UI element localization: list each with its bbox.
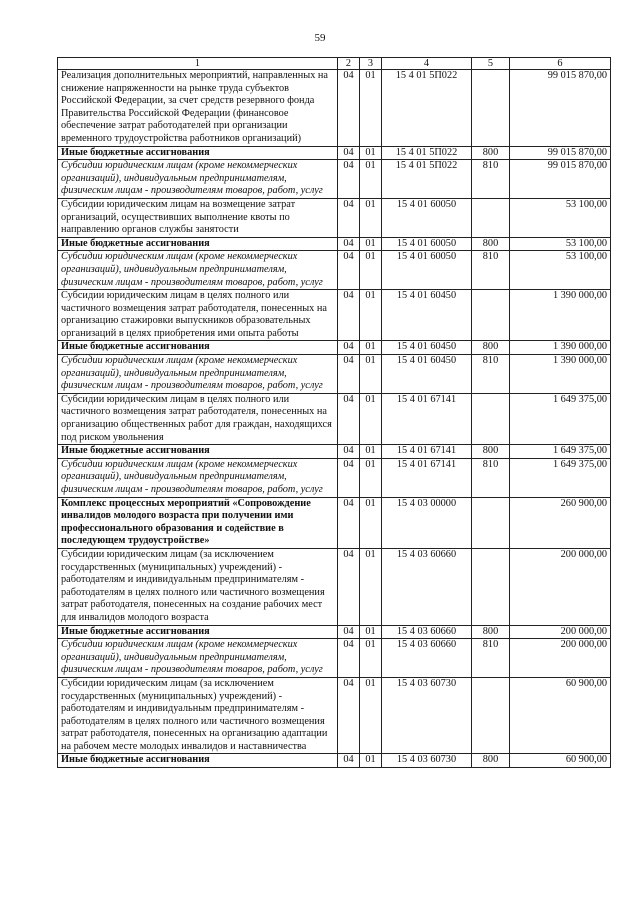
name-cell: Иные бюджетные ассигнования: [58, 146, 338, 160]
table-row: [58, 355, 611, 394]
target-article-cell: 15 4 01 5П022: [382, 70, 472, 147]
expense-type-cell: [472, 548, 510, 625]
section-code-cell: 04: [338, 355, 360, 394]
subsection-code-cell: 01: [360, 341, 382, 355]
table-row: [58, 146, 611, 160]
name-cell: Реализация дополнительных мероприятий, направленных на снижение напряженности на рынке труда субъектов Российской Федерации, за счет средств резервного фонда Правительства Российской Федерации (финансовое обеспечение затрат работодателей при организации временного трудоустройства работников организаций): [58, 70, 338, 147]
target-article-cell: 15 4 01 60050: [382, 198, 472, 237]
table-row: [58, 639, 611, 678]
target-article-cell: 15 4 01 5П022: [382, 160, 472, 199]
amount-cell: 1 649 375,00: [510, 445, 611, 459]
amount-cell: 1 649 375,00: [510, 393, 611, 444]
expense-type-cell: [472, 198, 510, 237]
target-article-cell: 15 4 01 60450: [382, 341, 472, 355]
column-header-6: 6: [510, 58, 611, 70]
section-code-cell: 04: [338, 677, 360, 754]
amount-cell: 1 649 375,00: [510, 458, 611, 497]
subsection-code-cell: 01: [360, 625, 382, 639]
amount-cell: 1 390 000,00: [510, 341, 611, 355]
subsection-code-cell: 01: [360, 393, 382, 444]
amount-cell: 60 900,00: [510, 754, 611, 768]
expense-type-cell: 800: [472, 146, 510, 160]
table-row: [58, 497, 611, 548]
expense-type-cell: 810: [472, 251, 510, 290]
section-code-cell: 04: [338, 497, 360, 548]
column-header-1: 1: [58, 58, 338, 70]
name-cell: Субсидии юридическим лицам в целях полного или частичного возмещения затрат работодателя, понесенных на организацию стажировки выпускников образовательных организаций в целях приобретения ими опыта работы: [58, 290, 338, 341]
expense-type-cell: 810: [472, 355, 510, 394]
name-cell: Субсидии юридическим лицам в целях полного или частичного возмещения затрат работодателя, понесенных на организацию общественных работ для граждан, находящихся под риском увольнения: [58, 393, 338, 444]
column-header-5: 5: [472, 58, 510, 70]
name-cell: Комплекс процессных мероприятий «Сопровождение инвалидов молодого возраста при получении ими профессионального образования и содействие в последующем трудоустройстве»: [58, 497, 338, 548]
expense-type-cell: 800: [472, 754, 510, 768]
subsection-code-cell: 01: [360, 754, 382, 768]
name-cell: Субсидии юридическим лицам (кроме некоммерческих организаций), индивидуальным предпринимателям, физическим лицам - производителям товаров, работ, услуг: [58, 355, 338, 394]
table-row: [58, 677, 611, 754]
name-cell: Иные бюджетные ассигнования: [58, 237, 338, 251]
table-row: [58, 290, 611, 341]
expense-type-cell: [472, 393, 510, 444]
name-cell: Иные бюджетные ассигнования: [58, 754, 338, 768]
target-article-cell: 15 4 01 5П022: [382, 146, 472, 160]
target-article-cell: 15 4 03 60730: [382, 754, 472, 768]
name-cell: Иные бюджетные ассигнования: [58, 445, 338, 459]
section-code-cell: 04: [338, 237, 360, 251]
subsection-code-cell: 01: [360, 251, 382, 290]
amount-cell: 53 100,00: [510, 198, 611, 237]
name-cell: Иные бюджетные ассигнования: [58, 625, 338, 639]
amount-cell: 99 015 870,00: [510, 146, 611, 160]
name-cell: Иные бюджетные ассигнования: [58, 341, 338, 355]
name-cell: Субсидии юридическим лицам на возмещение затрат организаций, осуществивших выполнение квоты по направлению органов службы занятости: [58, 198, 338, 237]
subsection-code-cell: 01: [360, 237, 382, 251]
amount-cell: 99 015 870,00: [510, 160, 611, 199]
table-row: [58, 237, 611, 251]
amount-cell: 200 000,00: [510, 625, 611, 639]
table-header-row: [58, 58, 611, 70]
section-code-cell: 04: [338, 393, 360, 444]
section-code-cell: 04: [338, 754, 360, 768]
expense-type-cell: 810: [472, 160, 510, 199]
amount-cell: 260 900,00: [510, 497, 611, 548]
table-row: [58, 341, 611, 355]
target-article-cell: 15 4 03 00000: [382, 497, 472, 548]
name-cell: Субсидии юридическим лицам (за исключением государственных (муниципальных) учреждений) - работодателям и индивидуальным предпринимателям - работодателям в целях полного или частичного возмещения затрат работодателя, понесенных на организацию адаптации на рабочем месте молодых инвалидов и наставничества: [58, 677, 338, 754]
target-article-cell: 15 4 03 60660: [382, 639, 472, 678]
table-row: [58, 70, 611, 147]
section-code-cell: 04: [338, 625, 360, 639]
expense-type-cell: 810: [472, 639, 510, 678]
section-code-cell: 04: [338, 445, 360, 459]
subsection-code-cell: 01: [360, 198, 382, 237]
section-code-cell: 04: [338, 160, 360, 199]
amount-cell: 53 100,00: [510, 237, 611, 251]
amount-cell: 1 390 000,00: [510, 290, 611, 341]
expense-type-cell: [472, 70, 510, 147]
subsection-code-cell: 01: [360, 290, 382, 341]
subsection-code-cell: 01: [360, 497, 382, 548]
table-row: [58, 625, 611, 639]
section-code-cell: 04: [338, 548, 360, 625]
page-number: 59: [314, 32, 326, 44]
subsection-code-cell: 01: [360, 355, 382, 394]
subsection-code-cell: 01: [360, 146, 382, 160]
target-article-cell: 15 4 01 60050: [382, 237, 472, 251]
budget-table: [57, 57, 611, 768]
section-code-cell: 04: [338, 341, 360, 355]
target-article-cell: 15 4 03 60660: [382, 625, 472, 639]
table-row: [58, 445, 611, 459]
target-article-cell: 15 4 03 60660: [382, 548, 472, 625]
expense-type-cell: 800: [472, 625, 510, 639]
amount-cell: 53 100,00: [510, 251, 611, 290]
target-article-cell: 15 4 01 67141: [382, 393, 472, 444]
target-article-cell: 15 4 01 60450: [382, 355, 472, 394]
expense-type-cell: 810: [472, 458, 510, 497]
amount-cell: 200 000,00: [510, 639, 611, 678]
target-article-cell: 15 4 01 60450: [382, 290, 472, 341]
table-row: [58, 251, 611, 290]
target-article-cell: 15 4 01 60050: [382, 251, 472, 290]
section-code-cell: 04: [338, 251, 360, 290]
section-code-cell: 04: [338, 639, 360, 678]
target-article-cell: 15 4 01 67141: [382, 458, 472, 497]
subsection-code-cell: 01: [360, 639, 382, 678]
subsection-code-cell: 01: [360, 160, 382, 199]
subsection-code-cell: 01: [360, 677, 382, 754]
amount-cell: 60 900,00: [510, 677, 611, 754]
name-cell: Субсидии юридическим лицам (кроме некоммерческих организаций), индивидуальным предпринимателям, физическим лицам - производителям товаров, работ, услуг: [58, 160, 338, 199]
section-code-cell: 04: [338, 198, 360, 237]
expense-type-cell: 800: [472, 445, 510, 459]
table-row: [58, 160, 611, 199]
table-row: [58, 458, 611, 497]
section-code-cell: 04: [338, 458, 360, 497]
subsection-code-cell: 01: [360, 548, 382, 625]
table-row: [58, 198, 611, 237]
column-header-4: 4: [382, 58, 472, 70]
expense-type-cell: [472, 290, 510, 341]
table-body: [58, 70, 611, 768]
subsection-code-cell: 01: [360, 458, 382, 497]
subsection-code-cell: 01: [360, 70, 382, 147]
expense-type-cell: 800: [472, 237, 510, 251]
amount-cell: 200 000,00: [510, 548, 611, 625]
expense-type-cell: [472, 497, 510, 548]
expense-type-cell: 800: [472, 341, 510, 355]
column-header-3: 3: [360, 58, 382, 70]
amount-cell: 99 015 870,00: [510, 70, 611, 147]
target-article-cell: 15 4 01 67141: [382, 445, 472, 459]
table-row: [58, 548, 611, 625]
section-code-cell: 04: [338, 146, 360, 160]
name-cell: Субсидии юридическим лицам (кроме некоммерческих организаций), индивидуальным предпринимателям, физическим лицам - производителям товаров, работ, услуг: [58, 251, 338, 290]
expense-type-cell: [472, 677, 510, 754]
table-row: [58, 393, 611, 444]
subsection-code-cell: 01: [360, 445, 382, 459]
section-code-cell: 04: [338, 70, 360, 147]
section-code-cell: 04: [338, 290, 360, 341]
amount-cell: 1 390 000,00: [510, 355, 611, 394]
table-row: [58, 754, 611, 768]
column-header-2: 2: [338, 58, 360, 70]
name-cell: Субсидии юридическим лицам (кроме некоммерческих организаций), индивидуальным предпринимателям, физическим лицам - производителям товаров, работ, услуг: [58, 458, 338, 497]
name-cell: Субсидии юридическим лицам (кроме некоммерческих организаций), индивидуальным предпринимателям, физическим лицам - производителям товаров, работ, услуг: [58, 639, 338, 678]
name-cell: Субсидии юридическим лицам (за исключением государственных (муниципальных) учреждений) - работодателям и индивидуальным предпринимателям - работодателям в целях полного или частичного возмещения затрат работодателя, понесенных на создание рабочих мест для инвалидов молодого возраста: [58, 548, 338, 625]
target-article-cell: 15 4 03 60730: [382, 677, 472, 754]
